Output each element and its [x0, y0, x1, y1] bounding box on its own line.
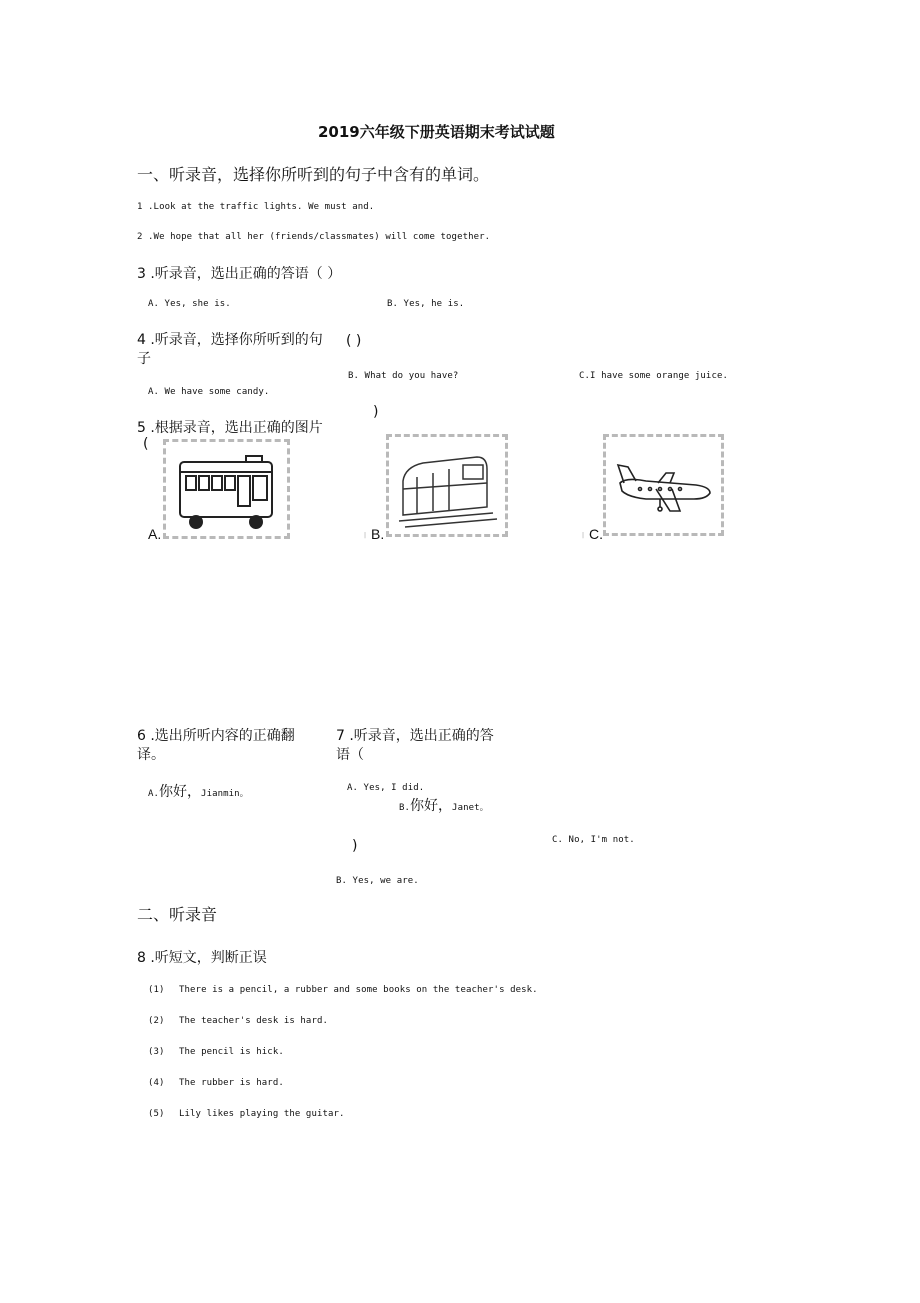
statement-text: There is a pencil, a rubber and some books on the teacher's desk.: [179, 985, 538, 995]
question-6-option-a-english: Jianmin。: [201, 789, 249, 799]
question-7-prompt-line2: 语（: [336, 747, 364, 763]
question-4-prompt-line2: 子: [137, 351, 151, 367]
picture-a-label: A.: [148, 526, 162, 542]
train-icon: [389, 437, 505, 534]
section1-heading: 一、听录音，选择你所听到的句子中含有的单词。: [137, 165, 490, 184]
question-6-option-b-english: Janet。: [452, 803, 489, 813]
statement-number: (3): [148, 1047, 165, 1057]
picture-c-label: C.: [589, 526, 603, 542]
picture-b-label: B.: [371, 526, 385, 542]
picture-b-frame: [386, 434, 508, 537]
question-5-open-paren: (: [143, 436, 149, 452]
question-6-option-b-chinese: 你好，: [410, 798, 453, 814]
bus-icon: [166, 442, 287, 536]
question-6-option-a: [148, 781, 249, 801]
statement-text: The rubber is hard.: [179, 1078, 284, 1088]
statement-number: (5): [148, 1109, 165, 1119]
question-4-option-a: A. We have some candy.: [148, 387, 270, 397]
question-8-prompt: 8 .听短文，判断正误: [137, 950, 267, 966]
question-7-option-c: C. No, I'm not.: [552, 835, 635, 845]
question-6-option-a-prefix: A.: [148, 789, 160, 799]
question-7-prompt: 7 .听录音，选出正确的答: [336, 728, 494, 744]
statement-number: (4): [148, 1078, 165, 1088]
question-6-option-a-chinese: 你好，: [159, 784, 202, 800]
question-3-option-a: A. Yes, she is.: [148, 299, 231, 309]
picture-a-frame: [163, 439, 290, 539]
picture-c-frame: [603, 434, 724, 536]
question-3-prompt: 3 .听录音，选出正确的答语（ ）: [137, 266, 342, 282]
question-4-option-b: B. What do you have?: [348, 371, 459, 381]
question-6-option-b-prefix: B.: [399, 803, 411, 813]
question-7-close-paren: ): [352, 838, 358, 854]
question-3-option-b: B. Yes, he is.: [387, 299, 465, 309]
statement-text: The teacher's desk is hard.: [179, 1016, 328, 1026]
document-page: 2019六年级下册英语期末考试试题 一、听录音，选择你所听到的句子中含有的单词。 1 .Look at the traffic lights. We must and. 2 .We hope that all her (friends/classmates) will come together. 3 .听录音，选出正确的答语（ ） A. Yes, she is. B. Yes, he is. 4 .听录音，选择你所听到的句 子 ( ) B. What do you have? C.I have some orange juice. A. We have some candy. ) 5 .根据录音，选出正确的图片 ( A. | B. | C. 6 .选出所听内容的正确翻 译。 A.你好，Jianmin。 B.你好，Janet。 7 .听录音，选出正确的答 语（ A. Yes, I did. C. No, I'm not. ) B. Yes, we are. 二、听录音 8 .听短文，判断正误 (1) There is a pencil, a rubber and some books on the teacher's desk. (2) The teacher's desk is hard. (3) The pencil is hick. (4) The rubber is hard. (5) Lily likes playing the guitar.: [137, 123, 728, 1119]
question-7-option-b: B. Yes, we are.: [336, 876, 419, 886]
question-6-option-b: [399, 795, 489, 815]
statement-text: The pencil is hick.: [179, 1047, 284, 1057]
question-4-prompt: 4 .听录音，选择你所听到的句: [137, 332, 323, 348]
question-6-prompt: 6 .选出所听内容的正确翻: [137, 728, 295, 744]
question-1: 1 .Look at the traffic lights. We must and.: [137, 202, 375, 212]
question-7-option-a: A. Yes, I did.: [347, 783, 425, 793]
statement-number: (2): [148, 1016, 165, 1026]
question-6-prompt-line2: 译。: [137, 747, 165, 763]
airplane-icon: [606, 437, 721, 533]
question-4-option-c: C.I have some orange juice.: [579, 371, 728, 381]
statement-number: (1): [148, 985, 165, 995]
statement-text: Lily likes playing the guitar.: [179, 1109, 345, 1119]
question-4-answer-paren: ( ): [346, 333, 362, 349]
section2-heading: 二、听录音: [137, 905, 218, 924]
question-5-close-paren: ): [373, 404, 379, 420]
question-2: 2 .We hope that all her (friends/classmates) will come together.: [137, 232, 491, 242]
question-5-prompt: 5 .根据录音，选出正确的图片: [137, 420, 323, 436]
page-title: 2019六年级下册英语期末考试试题: [318, 123, 555, 141]
